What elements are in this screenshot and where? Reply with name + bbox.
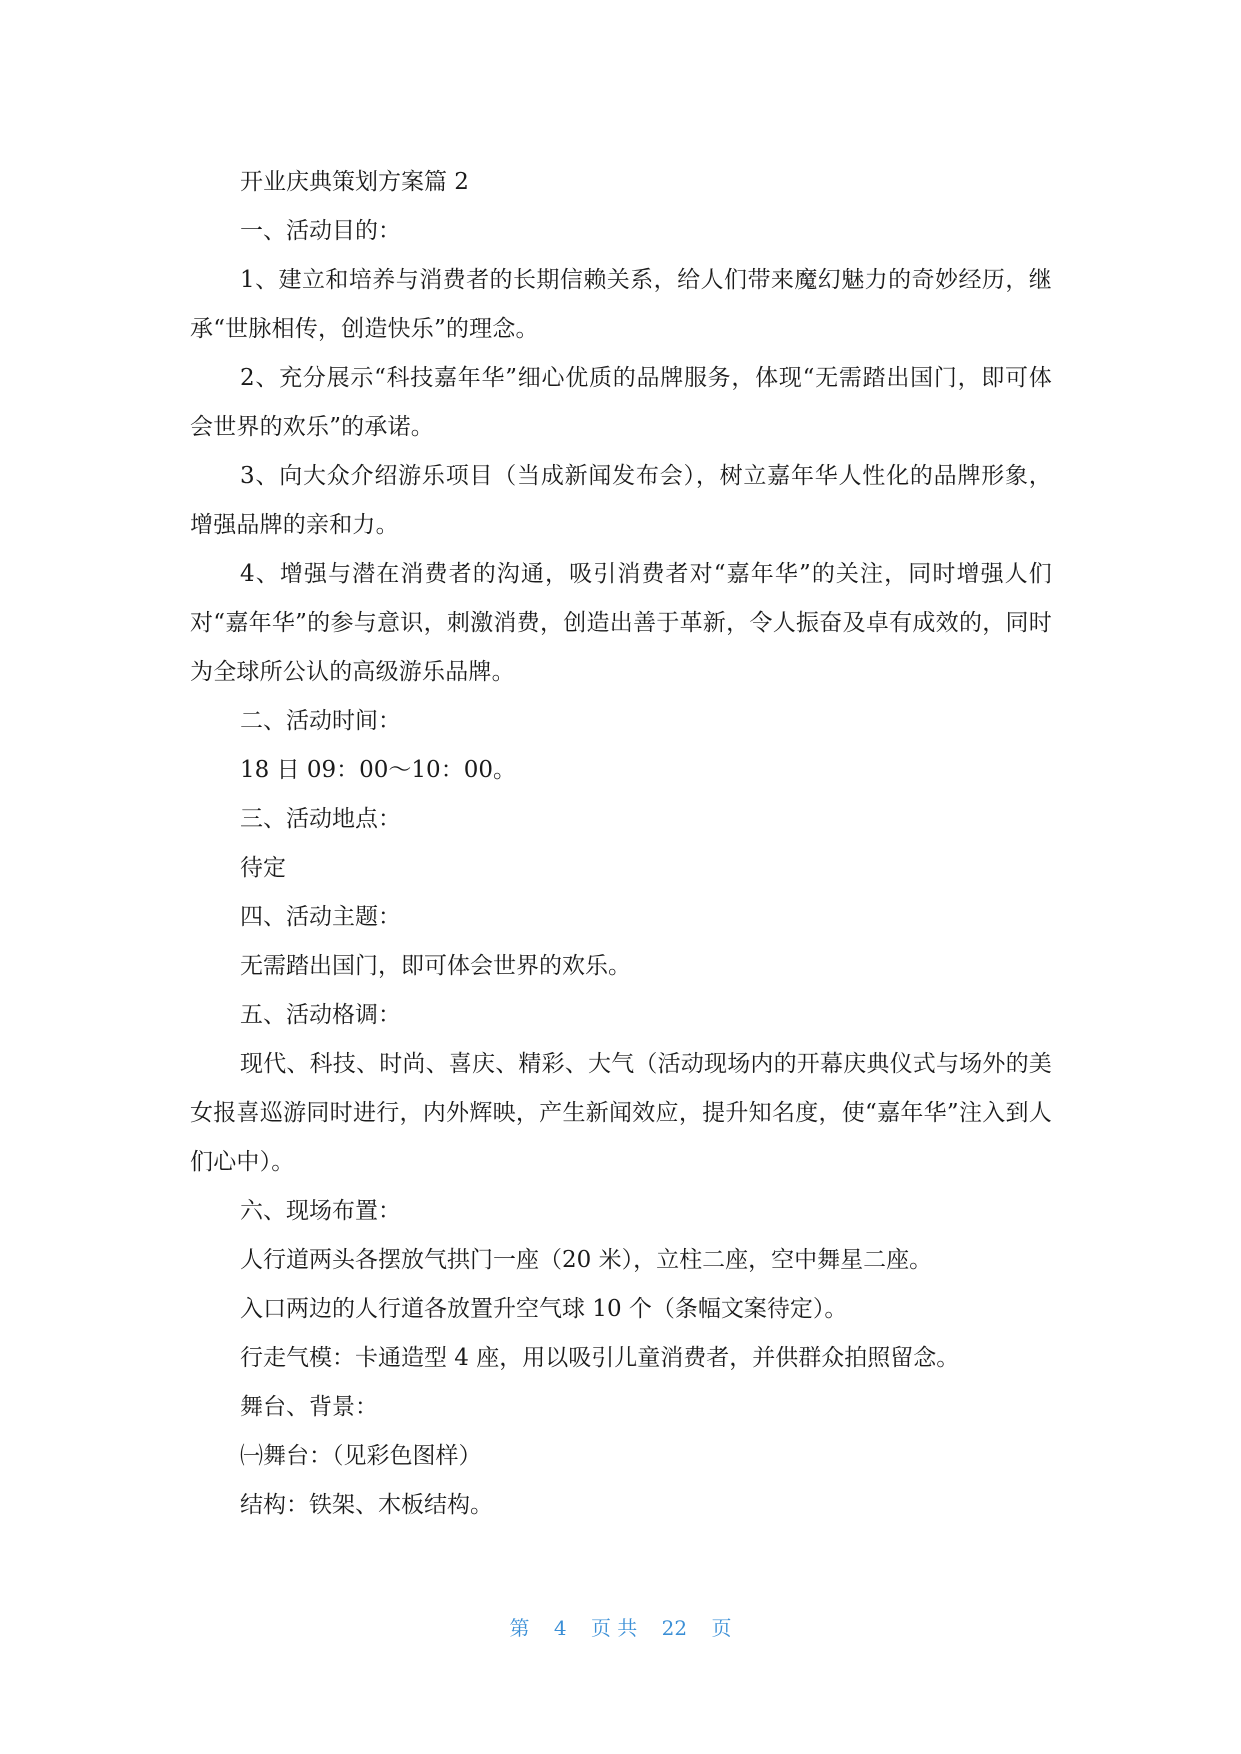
section-heading-purpose: 一、活动目的： <box>240 218 401 244</box>
purpose-item-3: 3、向大众介绍游乐项目（当成新闻发布会），树立嘉年华人性化的品牌形象，增强品牌的亲和力。 <box>190 463 1052 538</box>
layout-item-2: 入口两边的人行道各放置升空气球 10 个（条幅文案待定）。 <box>240 1296 848 1322</box>
section-heading-theme: 四、活动主题： <box>240 904 401 930</box>
section-heading-style: 五、活动格调： <box>240 1002 401 1028</box>
place-value: 待定 <box>240 855 286 881</box>
purpose-item-1: 1、建立和培养与消费者的长期信赖关系，给人们带来魔幻魅力的奇妙经历，继承“世脉相传，创造快乐”的理念。 <box>190 267 1052 342</box>
section-heading-place: 三、活动地点： <box>240 806 401 832</box>
style-value: 现代、科技、时尚、喜庆、精彩、大气（活动现场内的开幕庆典仪式与场外的美女报喜巡游同时进行，内外辉映，产生新闻效应，提升知名度，使“嘉年华”注入到人们心中）。 <box>190 1051 1052 1175</box>
stage-item-1: ㈠舞台：（见彩色图样） <box>240 1443 482 1469</box>
footer-middle: 页 共 <box>590 1616 638 1640</box>
layout-item-3: 行走气模：卡通造型 4 座，用以吸引儿童消费者，并供群众拍照留念。 <box>240 1345 960 1371</box>
document-body <box>190 158 1052 1530</box>
stage-item-2: 结构：铁架、木板结构。 <box>240 1492 493 1518</box>
footer-prefix: 第 <box>509 1616 530 1640</box>
document-title: 开业庆典策划方案篇 2 <box>240 169 469 195</box>
footer-current-page: 4 <box>553 1616 567 1640</box>
page-footer <box>0 1612 1241 1641</box>
purpose-item-2: 2、充分展示“科技嘉年华”细心优质的品牌服务，体现“无需踏出国门，即可体会世界的欢乐”的承诺。 <box>190 365 1052 440</box>
section-heading-stage: 舞台、背景： <box>240 1394 378 1420</box>
time-value: 18 日 09：00～10：00。 <box>240 757 516 783</box>
section-heading-time: 二、活动时间： <box>240 708 401 734</box>
footer-total-pages: 22 <box>661 1616 688 1640</box>
theme-value: 无需踏出国门，即可体会世界的欢乐。 <box>240 953 631 979</box>
section-heading-layout: 六、现场布置： <box>240 1198 401 1224</box>
layout-item-1: 人行道两头各摆放气拱门一座（20 米），立柱二座，空中舞星二座。 <box>240 1247 933 1273</box>
footer-suffix: 页 <box>711 1616 732 1640</box>
purpose-item-4: 4、增强与潜在消费者的沟通，吸引消费者对“嘉年华”的关注，同时增强人们对“嘉年华”的参与意识，刺激消费，创造出善于革新，令人振奋及卓有成效的，同时为全球所公认的高级游乐品牌。 <box>190 561 1052 685</box>
